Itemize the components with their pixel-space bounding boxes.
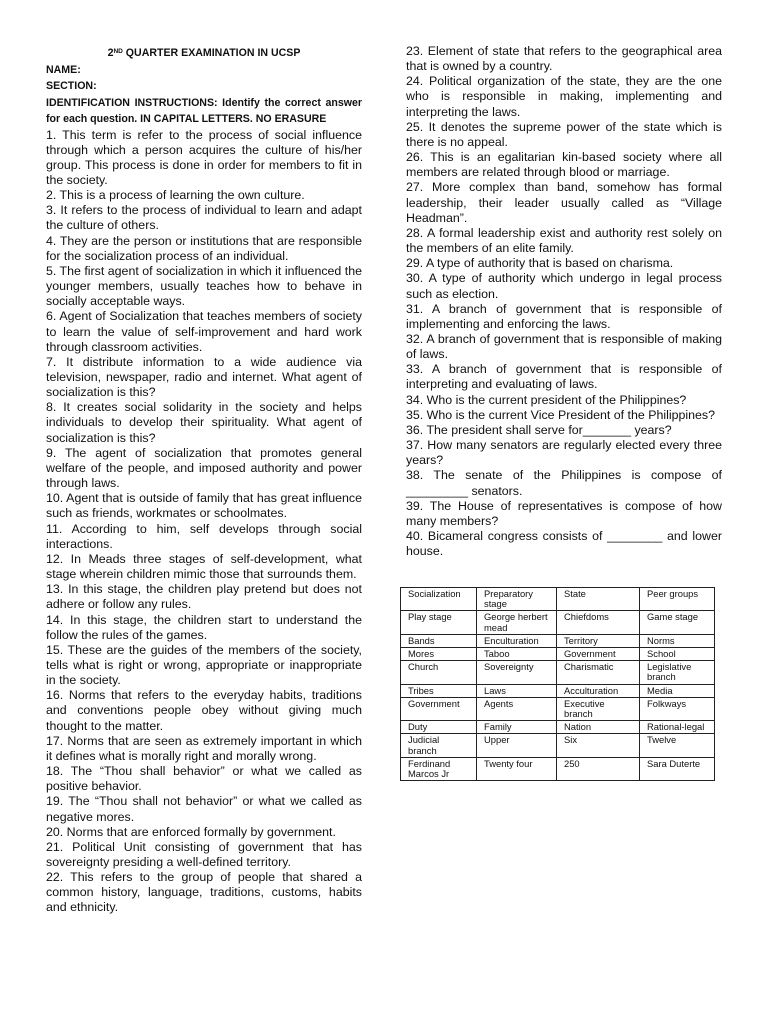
question-item: 3. It refers to the process of individual to learn and adapt the culture of others. [46, 203, 362, 233]
table-cell: Church [401, 661, 477, 684]
table-cell: Folkways [640, 697, 715, 720]
question-item: 36. The president shall serve for_______ years? [406, 422, 672, 437]
table-cell: Enculturation [477, 634, 557, 647]
question-item: 25. It denotes the supreme power of the state which is there is no appeal. [406, 119, 722, 149]
table-cell: 250 [557, 757, 640, 780]
right-column [406, 44, 722, 559]
question-item: 7. It distribute information to a wide audience via television, newspaper, radio and internet. What agent of socialization is this? [46, 354, 362, 400]
table-cell: Bands [401, 634, 477, 647]
name-label: NAME: [46, 63, 81, 76]
question-item: 33. A branch of government that is responsible of interpreting and evaluating of laws. [406, 362, 722, 392]
table-cell: Sovereignty [477, 661, 557, 684]
question-item: 34. Who is the current president of the Philippines? [406, 392, 687, 407]
table-row [401, 721, 715, 734]
question-item: 23. Element of state that refers to the geographical area that is owned by a country. [406, 44, 722, 74]
question-item: 6. Agent of Socialization that teaches members of society to learn the value of self-improvement and hard work through classroom activities. [46, 309, 362, 354]
questions-left-list [46, 128, 362, 916]
table-row [401, 734, 715, 757]
question-item: 22. This refers to the group of people that shared a common history, language, traditions, customs, habits and ethnicity. [46, 870, 362, 915]
table-cell: Play stage [401, 611, 477, 634]
question-item: 27. More complex than band, somehow has formal leadership, their leader usually called as “Village Headman”. [406, 180, 722, 225]
question-item: 26. This is an egalitarian kin-based society where all members are related through blood or marriage. [406, 150, 722, 180]
table-row [401, 697, 715, 720]
table-cell: Six [557, 734, 640, 757]
table-cell: State [557, 588, 640, 611]
question-item: 10. Agent that is outside of family that has great influence such as friends, workmates or schoolmates. [46, 491, 362, 521]
question-item: 24. Political organization of the state, they are the one who is responsible in making, implementing and interpreting the laws. [406, 74, 722, 119]
table-cell: Mores [401, 648, 477, 661]
table-cell: Socialization [401, 588, 477, 611]
table-cell: Preparatory stage [477, 588, 557, 611]
question-item: 14. In this stage, the children start to understand the follow the rules of the games. [46, 612, 362, 642]
table-cell: Nation [557, 721, 640, 734]
table-cell: Tribes [401, 684, 477, 697]
question-item: 31. A branch of government that is responsible of implementing and enforcing the laws. [406, 301, 722, 331]
question-item: 21. Political Unit consisting of government that has sovereignty presiding a well-defined territory. [46, 839, 362, 869]
section-label: SECTION: [46, 80, 97, 92]
question-item: 32. A branch of government that is responsible of making of laws. [406, 331, 722, 362]
question-item: 35. Who is the current Vice President of the Philippines? [406, 407, 716, 422]
question-item: 20. Norms that are enforced formally by government. [46, 824, 336, 839]
question-item: 16. Norms that refers to the everyday habits, traditions and conventions people obey without giving much thought to the matter. [46, 688, 362, 733]
table-cell: Acculturation [557, 684, 640, 697]
question-item: 18. The “Thou shall behavior” or what we called as positive behavior. [46, 764, 362, 794]
question-item: 19. The “Thou shall not behavior” or what we called as negative mores. [46, 794, 362, 824]
table-cell: Game stage [640, 611, 715, 634]
table-cell: Judicial branch [401, 734, 477, 757]
question-item: 38. The senate of the Philippines is compose of _________ senators. [406, 468, 722, 498]
table-cell: Rational-legal [640, 721, 715, 734]
question-item: 40. Bicameral congress consists of ________ and lower house. [406, 529, 722, 559]
table-cell: Charismatic [557, 661, 640, 684]
question-item: 9. The agent of socialization that promotes general welfare of the people, and imposed authority and power through laws. [46, 445, 362, 491]
question-item: 28. A formal leadership exist and authority rest solely on the members of an elite family. [406, 225, 722, 256]
table-cell: George herbert mead [477, 611, 557, 634]
table-cell: Media [640, 684, 715, 697]
table-cell: Taboo [477, 648, 557, 661]
table-cell: Chiefdoms [557, 611, 640, 634]
question-item: 13. In this stage, the children play pretend but does not adhere or follow any rules. [46, 582, 362, 612]
question-item: 39. The House of representatives is compose of how many members? [406, 498, 722, 528]
question-item: 11. According to him, self develops through social interactions. [46, 521, 362, 551]
question-item: 29. A type of authority that is based on charisma. [406, 256, 674, 271]
question-item: 30. A type of authority which undergo in legal process such as election. [406, 271, 722, 301]
table-cell: Norms [640, 634, 715, 647]
question-item: 1. This term is refer to the process of social influence through which a person acquires the culture of his/her group. This process is done in order for members to fit in the society. [46, 127, 362, 187]
table-cell: Legislative branch [640, 661, 715, 684]
instructions: IDENTIFICATION INSTRUCTIONS: Identify the correct answer for each question. IN CAPITAL LETTERS. NO ERASURE [46, 96, 362, 125]
table-cell: Peer groups [640, 588, 715, 611]
left-column [46, 44, 362, 916]
exam-title: 2ND QUARTER EXAMINATION IN UCSP [107, 47, 301, 59]
table-cell: Upper [477, 734, 557, 757]
question-item: 2. This is a process of learning the own culture. [46, 188, 305, 203]
table-cell: Agents [477, 697, 557, 720]
table-row [401, 648, 715, 661]
table-cell: Executive branch [557, 697, 640, 720]
table-cell: Duty [401, 721, 477, 734]
question-item: 8. It creates social solidarity in the society and helps individuals to develop their spirituality. What agent of socialization is this? [46, 400, 362, 445]
table-cell: Government [401, 697, 477, 720]
table-cell: Ferdinand Marcos Jr [401, 757, 477, 780]
table-cell: Territory [557, 634, 640, 647]
question-item: 37. How many senators are regularly elected every three years? [406, 438, 722, 468]
question-item: 4. They are the person or institutions that are responsible for the socialization process of an individual. [46, 233, 362, 263]
answer-choices-table [400, 587, 715, 781]
table-row [401, 588, 715, 611]
question-item: 12. In Meads three stages of self-development, what stage wherein children mimic those that surrounds them. [46, 551, 362, 582]
table-cell: Laws [477, 684, 557, 697]
table-row [401, 661, 715, 684]
table-cell: Twenty four [477, 757, 557, 780]
table-cell: Family [477, 721, 557, 734]
table-row [401, 757, 715, 780]
table-cell: Twelve [640, 734, 715, 757]
question-item: 17. Norms that are seen as extremely important in which it defines what is morally right and morally wrong. [46, 733, 362, 763]
table-cell: Sara Duterte [640, 757, 715, 780]
table-row [401, 684, 715, 697]
question-item: 5. The first agent of socialization in which it influenced the younger members, usually teaches how to behave in socially acceptable ways. [46, 263, 362, 309]
question-item: 15. These are the guides of the members of the society, tells what is right or wrong, appropriate or inappropriate in the society. [46, 642, 362, 688]
table-row [401, 634, 715, 647]
table-cell: Government [557, 648, 640, 661]
table-row [401, 611, 715, 634]
table-cell: School [640, 648, 715, 661]
questions-right-list [406, 44, 722, 559]
